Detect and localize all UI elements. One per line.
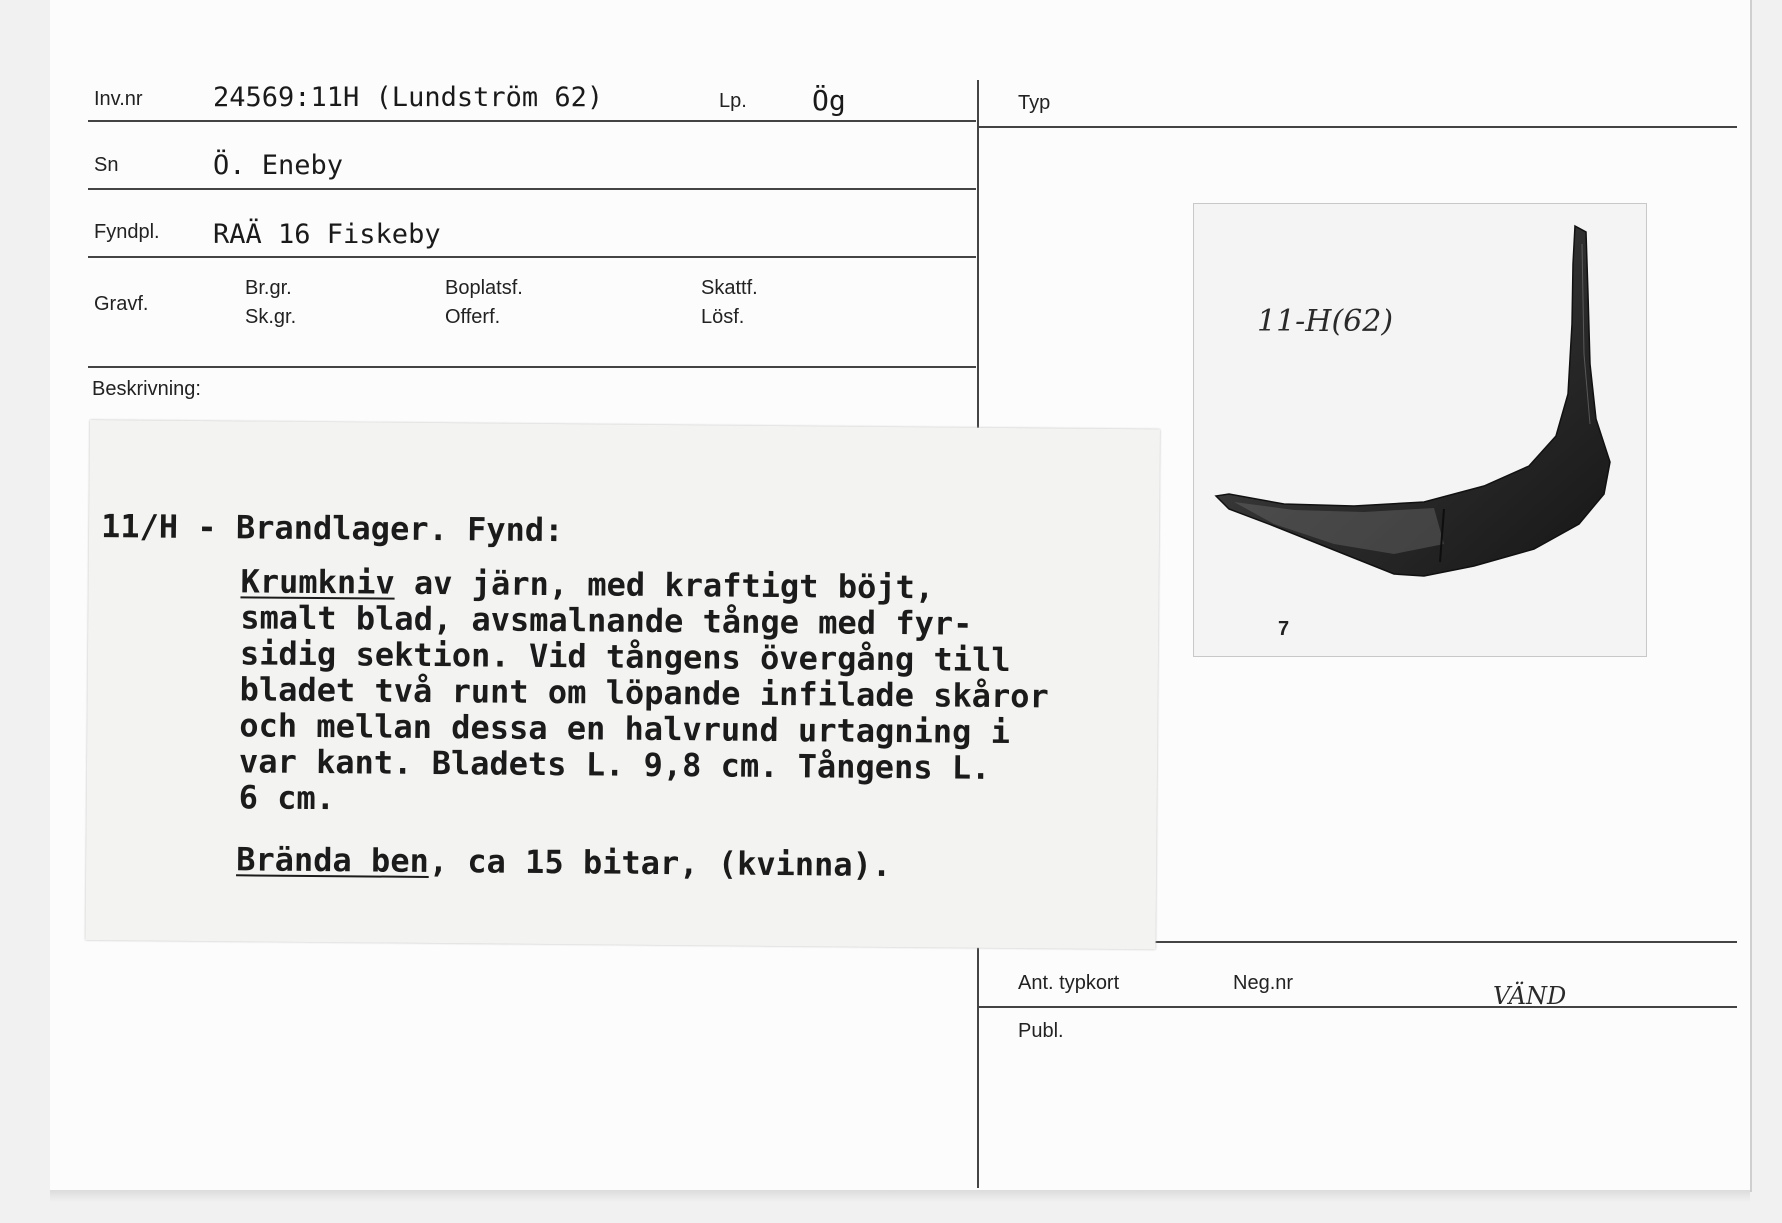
item1-line: och mellan dessa en halvrund urtagning i bbox=[239, 706, 1011, 752]
lp-value: Ög bbox=[812, 84, 846, 117]
boplatsf-label: Boplatsf. bbox=[445, 277, 523, 299]
neg-nr-label: Neg.nr bbox=[1233, 972, 1294, 994]
ant-typkort-label: Ant. typkort bbox=[1018, 972, 1120, 994]
item2-line bbox=[236, 841, 891, 883]
rule-typ bbox=[979, 126, 1737, 128]
br-gr-label: Br.gr. bbox=[245, 277, 292, 299]
sk-gr-label: Sk.gr. bbox=[245, 306, 297, 328]
item1-line: smalt blad, avsmalnande tånge med fyr- bbox=[240, 598, 973, 643]
rule-fyndpl bbox=[88, 256, 976, 258]
sn-value: Ö. Eneby bbox=[213, 150, 344, 181]
losf-label: Lösf. bbox=[701, 306, 745, 328]
item1-line: 6 cm. bbox=[238, 778, 336, 818]
sn-label: Sn bbox=[94, 154, 119, 176]
typ-label: Typ bbox=[1018, 92, 1051, 114]
neg-nr-handwritten: VÄND bbox=[1493, 982, 1567, 1010]
rule-ant bbox=[979, 1006, 1737, 1008]
fyndpl-label: Fyndpl. bbox=[94, 221, 160, 243]
artifact-photo bbox=[1193, 203, 1647, 657]
beskrivning-label: Beskrivning: bbox=[92, 378, 201, 400]
item2-rest: , ca 15 bitar, (kvinna). bbox=[428, 841, 892, 885]
typed-description-slip bbox=[85, 420, 1159, 949]
publ-label: Publ. bbox=[1018, 1020, 1064, 1042]
skattf-label: Skattf. bbox=[701, 277, 758, 299]
photo-handwritten-label: 11-H(62) bbox=[1257, 304, 1394, 339]
fyndpl-value: RAÄ 16 Fiskeby bbox=[213, 219, 441, 250]
rule-gravf bbox=[88, 366, 976, 368]
item1-first-rest: av järn, med kraftigt böjt, bbox=[394, 563, 935, 607]
curved-knife-illustration bbox=[1194, 204, 1646, 656]
item1-line: sidig sektion. Vid tångens övergång till bbox=[239, 634, 1011, 680]
rule-inv bbox=[88, 120, 976, 122]
inv-value: 24569:11H (Lundström 62) bbox=[213, 82, 604, 113]
lp-label: Lp. bbox=[719, 90, 747, 112]
gravf-label: Gravf. bbox=[94, 293, 149, 315]
item1-title: Krumkniv bbox=[240, 562, 395, 602]
rule-sn bbox=[88, 188, 976, 190]
item2-title: Brända ben bbox=[236, 840, 429, 880]
photo-number: 7 bbox=[1278, 618, 1290, 640]
item1-line: var kant. Bladets L. 9,8 cm. Tångens L. bbox=[238, 742, 991, 787]
item1-line: bladet två runt om löpande infilade skåror bbox=[239, 670, 1049, 716]
inv-label: Inv.nr bbox=[94, 88, 143, 110]
card-shadow bbox=[50, 1190, 1750, 1202]
offerf-label: Offerf. bbox=[445, 306, 501, 328]
description-heading: 11/H - Brandlager. Fynd: bbox=[100, 507, 564, 550]
